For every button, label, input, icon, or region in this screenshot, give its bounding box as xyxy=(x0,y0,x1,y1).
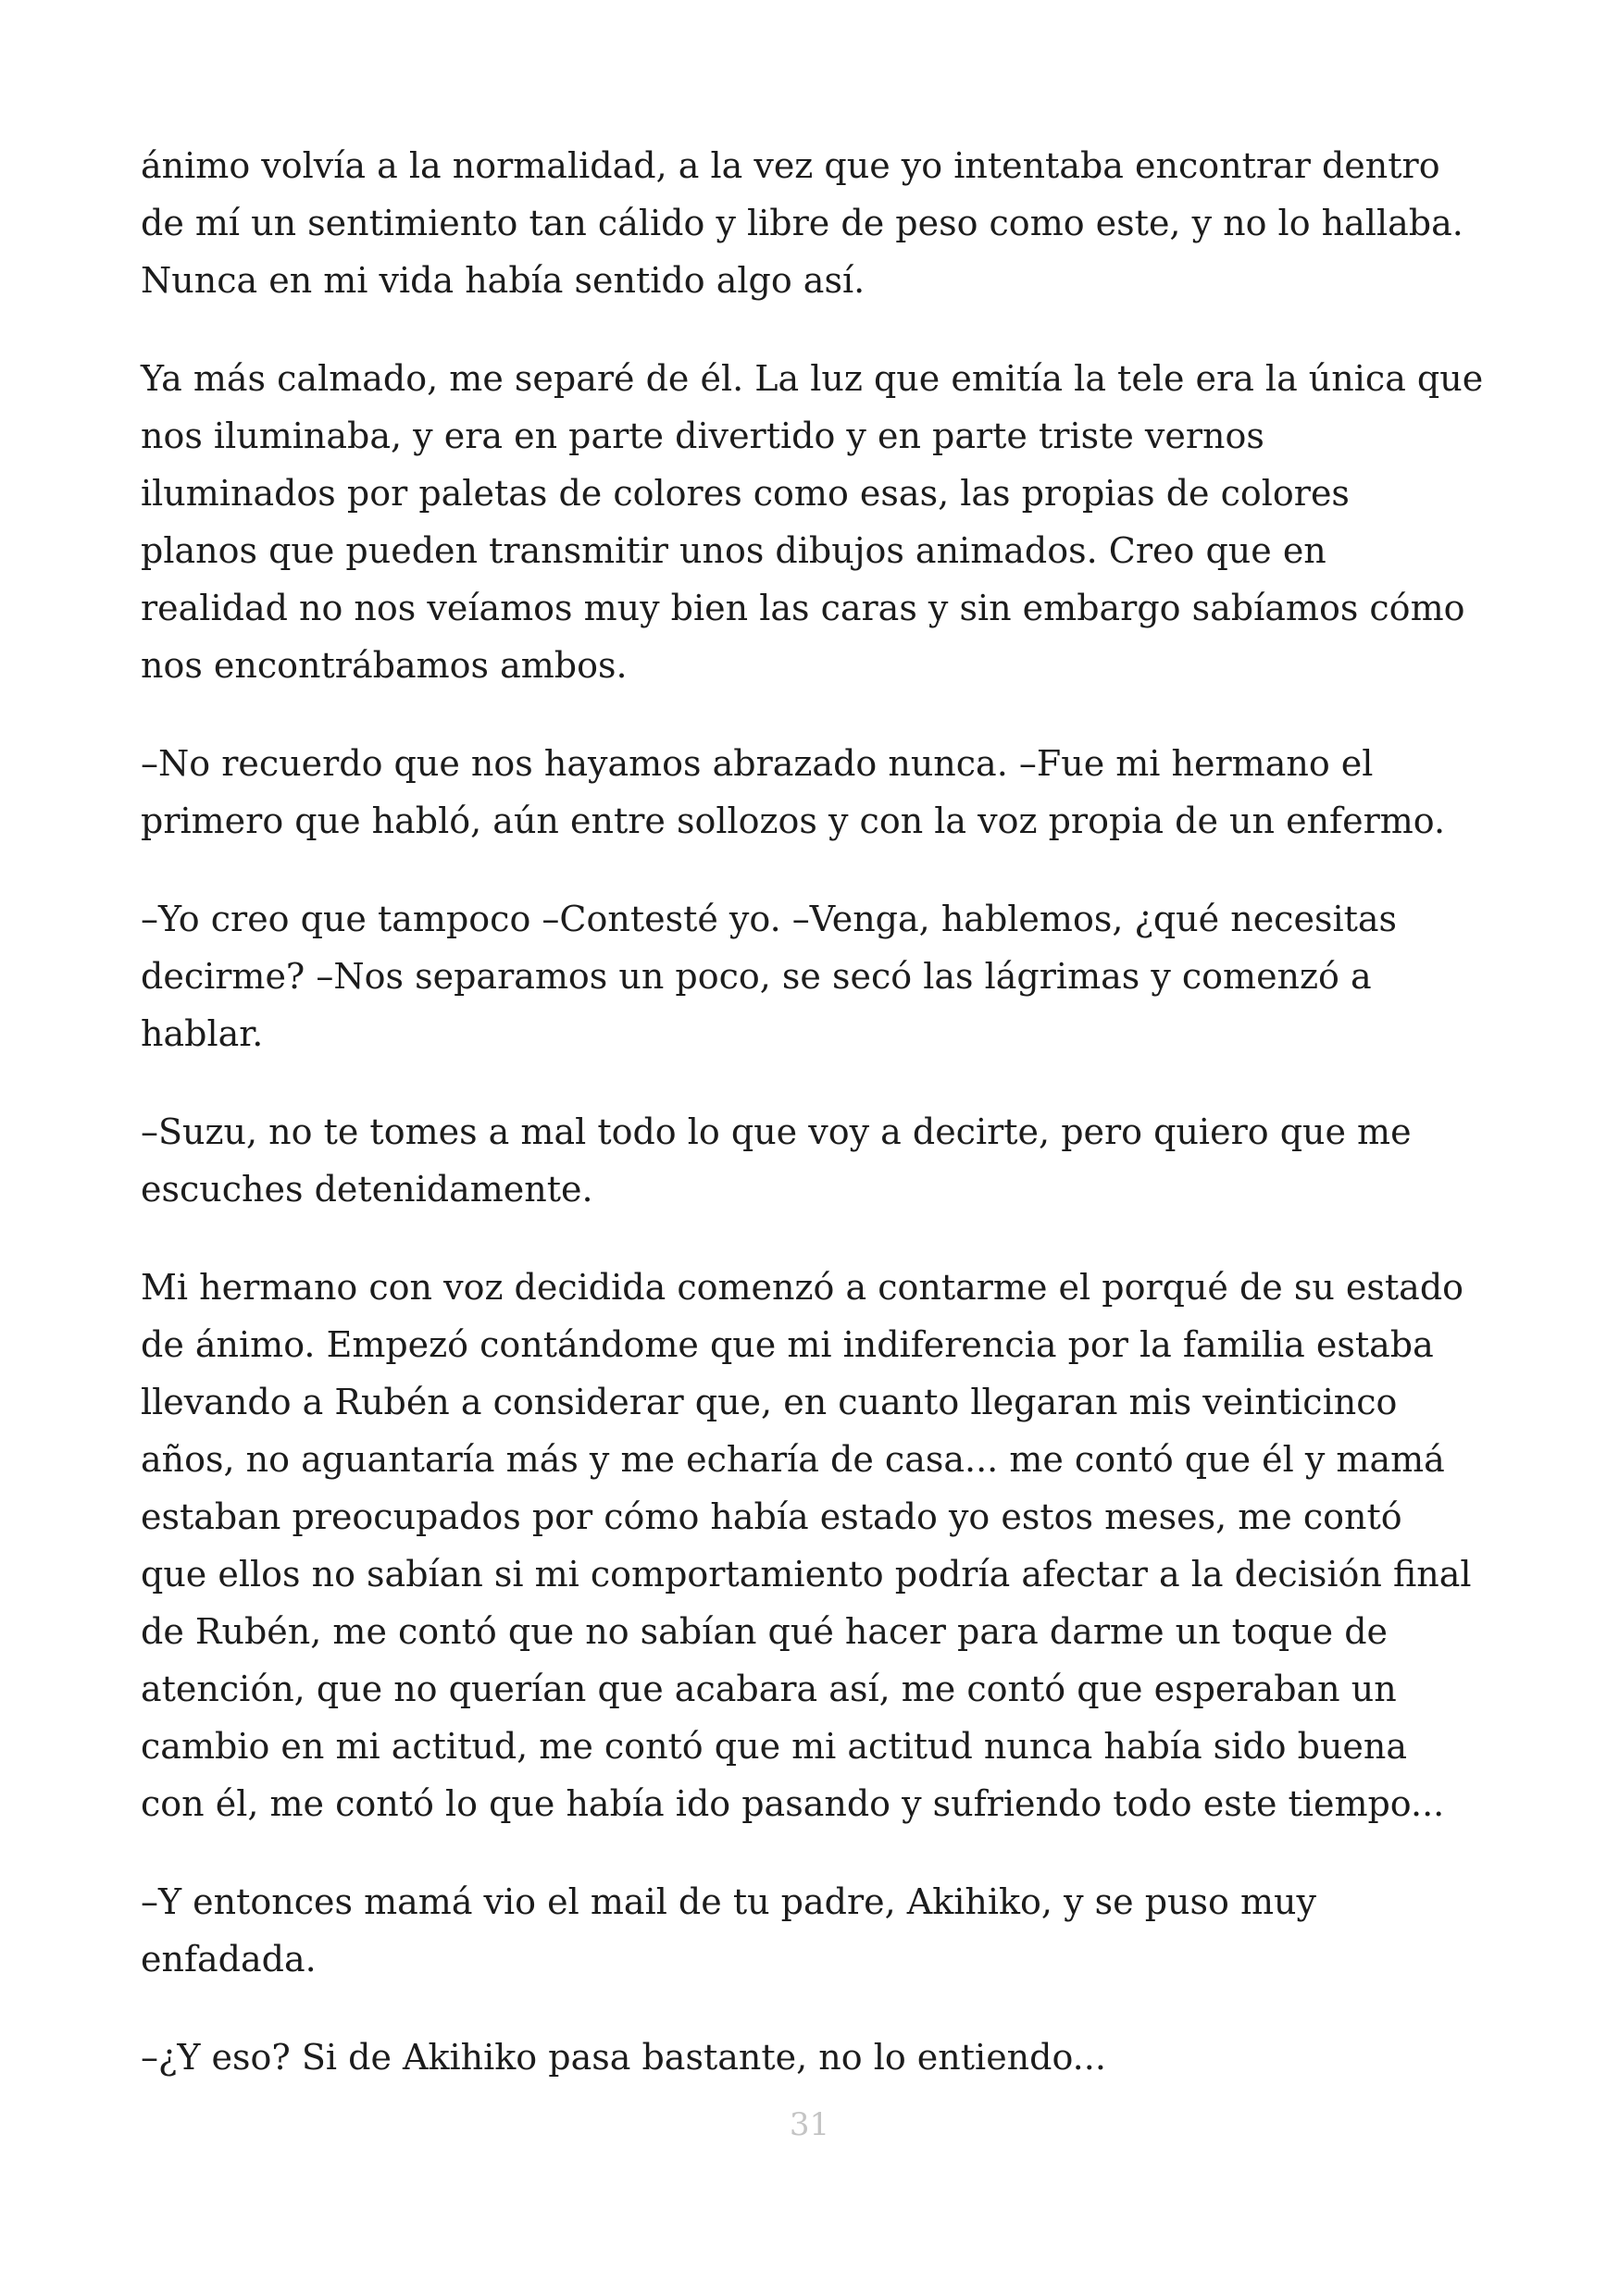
paragraph xyxy=(141,1259,1501,1832)
text-line: decirme? –Nos separamos un poco, se secó las lágrimas y comenzó a xyxy=(141,956,1372,997)
text-line: atención, que no querían que acabara así, me contó que esperaban un xyxy=(141,1669,1397,1709)
text-line: ánimo volvía a la normalidad, a la vez que yo intentaba encontrar dentro xyxy=(141,145,1440,186)
text-line: de mí un sentimiento tan cálido y libre de peso como este, y no lo hallaba. xyxy=(141,203,1463,243)
paragraph xyxy=(141,1103,1501,1218)
body-text xyxy=(141,137,1501,2127)
text-line: enfadada. xyxy=(141,1939,317,1980)
text-line: –¿Y eso? Si de Akihiko pasa bastante, no lo entiendo... xyxy=(141,2037,1106,2078)
paragraph xyxy=(141,137,1501,309)
text-line: de Rubén, me contó que no sabían qué hacer para darme un toque de xyxy=(141,1611,1389,1652)
text-line: iluminados por paletas de colores como esas, las propias de colores xyxy=(141,473,1350,514)
text-line: estaban preocupados por cómo había estado yo estos meses, me contó xyxy=(141,1496,1402,1537)
text-line: llevando a Rubén a considerar que, en cuanto llegaran mis veinticinco xyxy=(141,1382,1398,1422)
page-number: 31 xyxy=(789,2106,830,2143)
text-line: con él, me contó lo que había ido pasando y sufriendo todo este tiempo... xyxy=(141,1783,1445,1824)
text-line: escuches detenidamente. xyxy=(141,1169,593,1210)
paragraph xyxy=(141,735,1501,850)
text-line: –No recuerdo que nos hayamos abrazado nunca. –Fue mi hermano el xyxy=(141,743,1374,784)
paragraph xyxy=(141,2029,1501,2086)
text-line: –Y entonces mamá vio el mail de tu padre, Akihiko, y se puso muy xyxy=(141,1881,1316,1922)
text-line: años, no aguantaría más y me echaría de casa... me contó que él y mamá xyxy=(141,1439,1445,1480)
text-line: –Suzu, no te tomes a mal todo lo que voy a decirte, pero quiero que me xyxy=(141,1111,1412,1152)
paragraph xyxy=(141,350,1501,694)
text-line: primero que habló, aún entre sollozos y con la voz propia de un enfermo. xyxy=(141,800,1446,841)
text-line: Ya más calmado, me separé de él. La luz que emitía la tele era la única que xyxy=(141,358,1484,399)
text-line: cambio en mi actitud, me contó que mi actitud nunca había sido buena xyxy=(141,1726,1408,1767)
text-line: planos que pueden transmitir unos dibujos animados. Creo que en xyxy=(141,530,1326,571)
text-line: realidad no nos veíamos muy bien las caras y sin embargo sabíamos cómo xyxy=(141,588,1465,628)
text-line: Nunca en mi vida había sentido algo así. xyxy=(141,260,866,301)
text-line: Mi hermano con voz decidida comenzó a contarme el porqué de su estado xyxy=(141,1267,1464,1308)
text-line: –Yo creo que tampoco –Contesté yo. –Venga, hablemos, ¿qué necesitas xyxy=(141,899,1398,939)
paragraph xyxy=(141,1873,1501,1988)
text-line: nos iluminaba, y era en parte divertido y en parte triste vernos xyxy=(141,416,1264,456)
text-line: que ellos no sabían si mi comportamiento podría afectar a la decisión final xyxy=(141,1554,1472,1595)
paragraph xyxy=(141,890,1501,1062)
text-line: hablar. xyxy=(141,1013,264,1054)
text-line: nos encontrábamos ambos. xyxy=(141,645,628,686)
text-line: de ánimo. Empezó contándome que mi indiferencia por la familia estaba xyxy=(141,1324,1434,1365)
